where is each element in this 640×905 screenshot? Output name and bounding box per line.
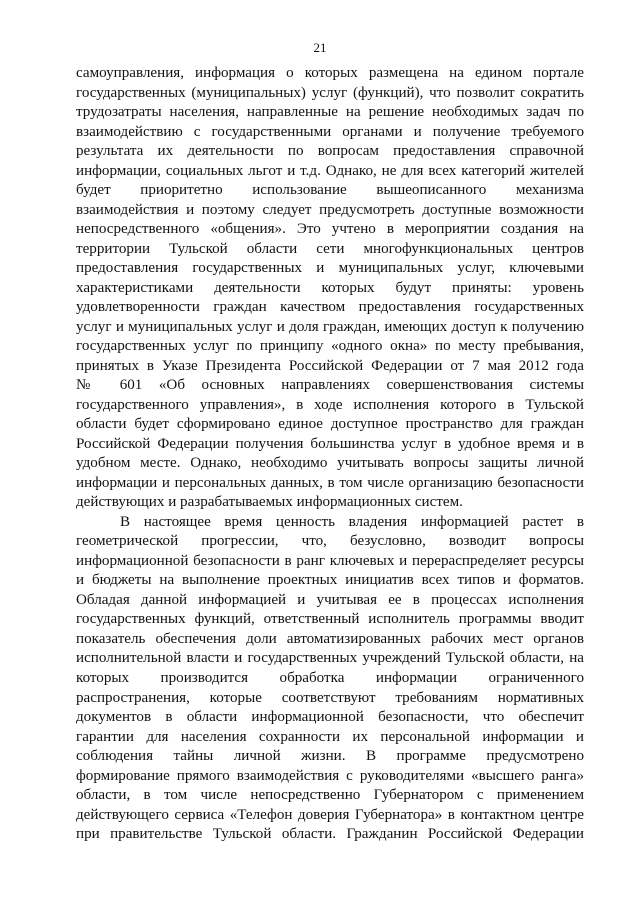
text-line: и бюджеты на выполнение проектных инициатив всех типов и форматов. [76, 572, 584, 589]
text-line: будет приоритетно использование вышеописанного механизма [76, 182, 584, 199]
text-line: территории Тульской области сети многофункциональных центров [76, 240, 584, 257]
text-line: государственных (муниципальных) услуг (функций), что позволит сократить [76, 84, 584, 101]
text-line: непосредственного «общения». Это учтено в мероприятии создания на [76, 221, 584, 238]
text-line: трудозатраты населения, направленные на решение необходимых задач по [76, 104, 584, 121]
text-line: государственных услуг по принципу «одного окна» по месту пребывания, [76, 338, 584, 355]
text-line: информации и персональных данных, в том числе организацию безопасности [76, 474, 584, 491]
text-line: удовлетворенности граждан качеством предоставления государственных [76, 299, 584, 316]
text-line: удобном месте. Однако, необходимо учитывать вопросы защиты личной [76, 455, 584, 472]
text-line: при правительстве Тульской области. Гражданин Российской Федерации [76, 826, 584, 843]
text-line: области будет сформировано единое доступное пространство для граждан [76, 416, 584, 433]
text-line: области, в том числе непосредственно Губернатором с применением [76, 787, 584, 804]
text-line: которых производится обработка информации ограниченного [76, 669, 584, 686]
text-line: Российской Федерации получения большинства услуг в удобное время и в [76, 435, 584, 452]
text-line: самоуправления, информация о которых размещена на едином портале [76, 65, 584, 81]
text-line: № 601 «Об основных направлениях совершенствования системы [76, 377, 584, 394]
text-line: предоставления государственных и муниципальных услуг, ключевыми [76, 260, 584, 277]
text-line: услуг и муниципальных услуг и доля граждан, имеющих доступ к получению [76, 318, 584, 335]
text-line: характеристиками деятельности которых будут приняты: уровень [76, 279, 584, 296]
text-line: взаимодействия и поэтому следует предусмотреть доступные возможности [76, 201, 584, 218]
text-line: В настоящее время ценность владения информацией растет в [120, 513, 584, 530]
text-line: показатель обеспечения доли автоматизированных рабочих мест органов [76, 630, 584, 647]
text-line: исполнительной власти и государственных учреждений Тульской области, на [76, 650, 584, 667]
text-line: Обладая данной информацией и учитывая ее в процессах исполнения [76, 591, 584, 608]
text-line: принятых в Указе Президента Российской Федерации от 7 мая 2012 года [76, 357, 584, 374]
text-line: соблюдения тайны личной жизни. В программе предусмотрено [76, 748, 584, 765]
text-line: формирование прямого взаимодействия с руководителями «высшего ранга» [76, 767, 584, 784]
text-line: действующих и разрабатываемых информационных систем. [76, 494, 463, 511]
text-line: государственных функций, ответственный исполнитель программы вводит [76, 611, 584, 628]
page-number: 21 [313, 40, 327, 55]
text-line: гарантии для населения сохранности их персональной информации и [76, 728, 584, 745]
text-line: документов в области информационной безопасности, что обеспечит [76, 709, 584, 726]
document-body [76, 64, 584, 845]
paragraph [76, 513, 584, 845]
text-line: распространения, которые соответствуют требованиям нормативных [76, 689, 584, 706]
text-line: результата их деятельности по вопросам предоставления справочной [76, 143, 584, 160]
text-line: информации, социальных льгот и т.д. Однако, не для всех категорий жителей [76, 162, 584, 179]
text-line: взаимодействию с государственными органами и получение требуемого [76, 123, 584, 140]
text-line: информационной безопасности в ранг ключевых и перераспределяет ресурсы [76, 552, 584, 569]
text-line: государственного управления», в ходе исполнения которого в Тульской [76, 396, 584, 413]
text-line: геометрической прогрессии, что, безусловно, возводит вопросы [76, 533, 584, 550]
paragraph [76, 64, 584, 513]
text-line: действующего сервиса «Телефон доверия Губернатора» в контактном центре [76, 806, 584, 823]
